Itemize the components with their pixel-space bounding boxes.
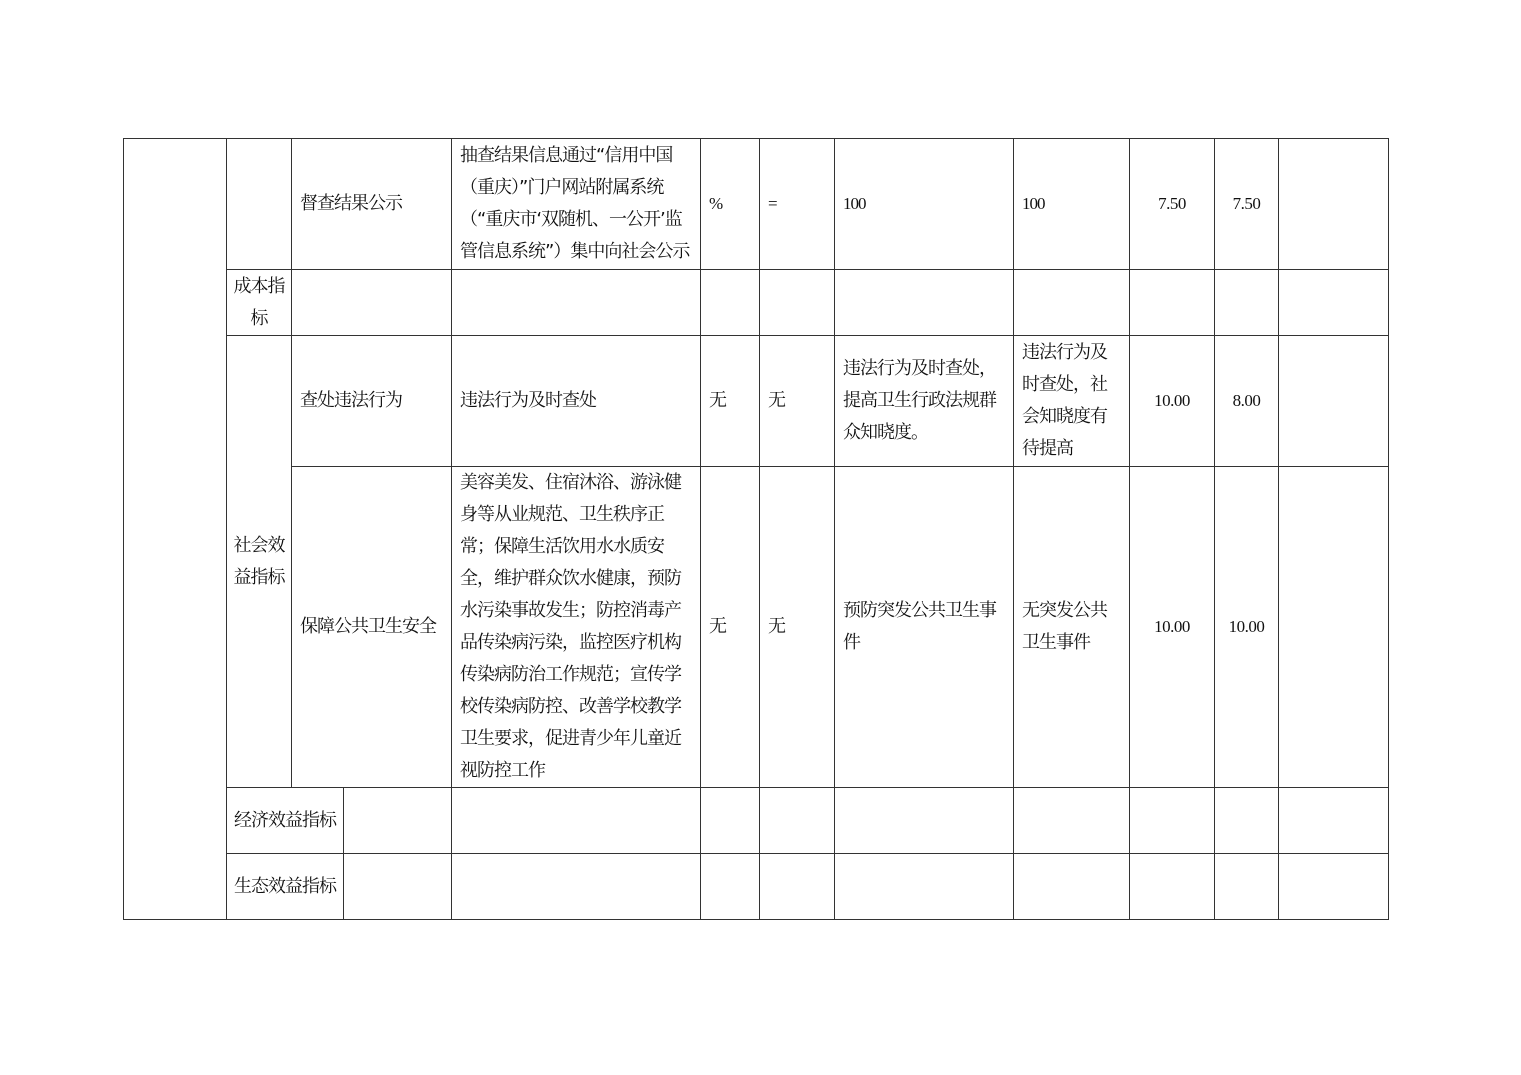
indicator-cell: 保障公共卫生安全 (292, 467, 452, 788)
weight-cell: 7.50 (1130, 139, 1215, 270)
score-cell (1215, 854, 1279, 920)
operator-cell: 无 (760, 467, 835, 788)
operator-cell: 无 (760, 336, 835, 467)
weight-cell (1130, 788, 1215, 854)
unit-cell (701, 854, 760, 920)
level1-category-cell (124, 139, 227, 920)
unit-cell: % (701, 139, 760, 270)
score-cell: 10.00 (1215, 467, 1279, 788)
actual-cell (1014, 788, 1130, 854)
indicator-content-cell: 美容美发、住宿沐浴、游泳健身等从业规范、卫生秩序正常；保障生活饮用水水质安全，维护群众饮水健康，预防水污染事故发生；防控消毒产品传染病污染，监控医疗机构传染病防治工作规范；宣传学校传染病防控、改善学校教学卫生要求，促进青少年儿童近视防控工作 (452, 467, 701, 788)
actual-cell: 违法行为及时查处，社会知晓度有待提高 (1014, 336, 1130, 467)
indicator-cell: 督查结果公示 (292, 139, 452, 270)
performance-indicator-table (123, 138, 1389, 920)
weight-cell (1130, 270, 1215, 336)
unit-cell (701, 788, 760, 854)
indicator-cell (344, 854, 452, 920)
indicator-cell (292, 270, 452, 336)
actual-cell: 100 (1014, 139, 1130, 270)
target-cell (835, 270, 1014, 336)
level2-category-cell: 经济效益指标 (227, 788, 344, 854)
table-row (124, 139, 1389, 270)
score-cell: 8.00 (1215, 336, 1279, 467)
note-cell (1279, 270, 1389, 336)
note-cell (1279, 854, 1389, 920)
table-row (124, 854, 1389, 920)
score-cell (1215, 270, 1279, 336)
indicator-content-cell: 违法行为及时查处 (452, 336, 701, 467)
operator-cell (760, 854, 835, 920)
level2-category-cell: 成本指标 (227, 270, 292, 336)
indicator-cell: 查处违法行为 (292, 336, 452, 467)
unit-cell (701, 270, 760, 336)
table-row (124, 467, 1389, 788)
operator-cell (760, 788, 835, 854)
weight-cell (1130, 854, 1215, 920)
operator-cell: = (760, 139, 835, 270)
indicator-content-cell (452, 788, 701, 854)
level2-category-cell: 社会效益指标 (227, 336, 292, 788)
level2-category-cell (227, 139, 292, 270)
target-cell: 预防突发公共卫生事件 (835, 467, 1014, 788)
actual-cell (1014, 854, 1130, 920)
table-row (124, 270, 1389, 336)
unit-cell: 无 (701, 336, 760, 467)
note-cell (1279, 788, 1389, 854)
target-cell (835, 788, 1014, 854)
indicator-cell (344, 788, 452, 854)
target-cell (835, 854, 1014, 920)
actual-cell: 无突发公共卫生事件 (1014, 467, 1130, 788)
weight-cell: 10.00 (1130, 336, 1215, 467)
weight-cell: 10.00 (1130, 467, 1215, 788)
score-cell: 7.50 (1215, 139, 1279, 270)
table-row (124, 788, 1389, 854)
indicator-content-cell (452, 270, 701, 336)
score-cell (1215, 788, 1279, 854)
note-cell (1279, 467, 1389, 788)
target-cell: 违法行为及时查处，提高卫生行政法规群众知晓度。 (835, 336, 1014, 467)
indicator-content-cell (452, 854, 701, 920)
table-row (124, 336, 1389, 467)
level2-category-cell: 生态效益指标 (227, 854, 344, 920)
unit-cell: 无 (701, 467, 760, 788)
note-cell (1279, 336, 1389, 467)
indicator-content-cell: 抽查结果信息通过“信用中国（重庆）”门户网站附属系统（“重庆市‘双随机、一公开’监管信息系统”）集中向社会公示 (452, 139, 701, 270)
operator-cell (760, 270, 835, 336)
actual-cell (1014, 270, 1130, 336)
target-cell: 100 (835, 139, 1014, 270)
note-cell (1279, 139, 1389, 270)
